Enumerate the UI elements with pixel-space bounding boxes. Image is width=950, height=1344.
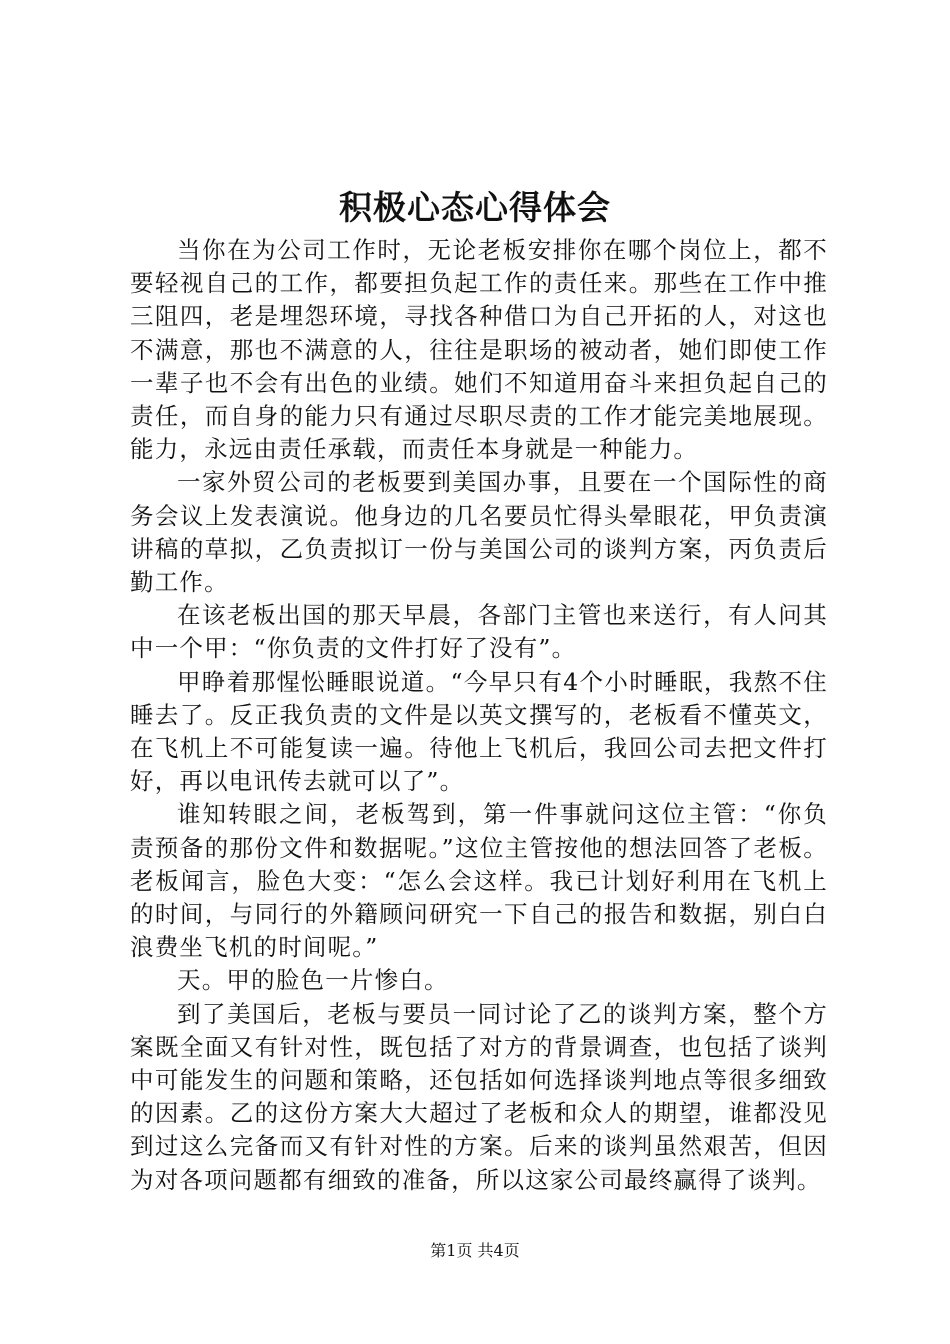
- page-footer: 第1页 共4页: [430, 1241, 520, 1260]
- paragraph-1: 当你在为公司工作时，无论老板安排你在哪个岗位上，都不要轻视自己的工作，都要担负起工作的责任来。那些在工作中推三阻四，老是埋怨环境，寻找各种借口为自己开拓的人，对这也不满意，那也不满意的人，往往是职场的被动者，她们即使工作一辈子也不会有出色的业绩。她们不知道用奋斗来担负起自己的责任，而自身的能力只有通过尽职尽责的工作才能完美地展现。能力，永远由责任承载，而责任本身就是一种能力。: [130, 236, 828, 464]
- paragraph-4: 甲睁着那惺忪睡眼说道。“今早只有4个小时睡眠，我熬不住睡去了。反正我负责的文件是以英文撰写的，老板看不懂英文，在飞机上不可能复读一遍。待他上飞机后，我回公司去把文件打好，再以电讯传去就可以了”。: [130, 667, 828, 796]
- paragraph-7: 到了美国后，老板与要员一同讨论了乙的谈判方案，整个方案既全面又有针对性，既包括了对方的背景调查，也包括了谈判中可能发生的问题和策略，还包括如何选择谈判地点等很多细致的因素。乙的这份方案大大超过了老板和众人的期望，谁都没见到过这么完备而又有针对性的方案。后来的谈判虽然艰苦，但因为对各项问题都有细致的准备，所以这家公司最终赢得了谈判。: [130, 999, 828, 1194]
- paragraph-6: 天。甲的脸色一片惨白。: [177, 966, 449, 995]
- paragraph-5: 谁知转眼之间，老板驾到，第一件事就问这位主管：“你负责预备的那份文件和数据呢。”这位主管按他的想法回答了老板。老板闻言，脸色大变：“怎么会这样。我已计划好利用在飞机上的时间，与同行的外籍顾问研究一下自己的报告和数据，别白白浪费坐飞机的时间呢。”: [130, 800, 828, 962]
- paragraph-3: 在该老板出国的那天早晨，各部门主管也来送行，有人问其中一个甲：“你负责的文件打好了没有”。: [130, 601, 828, 663]
- document-title: 积极心态心得体会: [339, 188, 611, 227]
- document-body: [130, 234, 828, 1197]
- paragraph-2: 一家外贸公司的老板要到美国办事，且要在一个国际性的商务会议上发表演说。他身边的几名要员忙得头晕眼花，甲负责演讲稿的草拟，乙负责拟订一份与美国公司的谈判方案，丙负责后勤工作。: [130, 468, 828, 597]
